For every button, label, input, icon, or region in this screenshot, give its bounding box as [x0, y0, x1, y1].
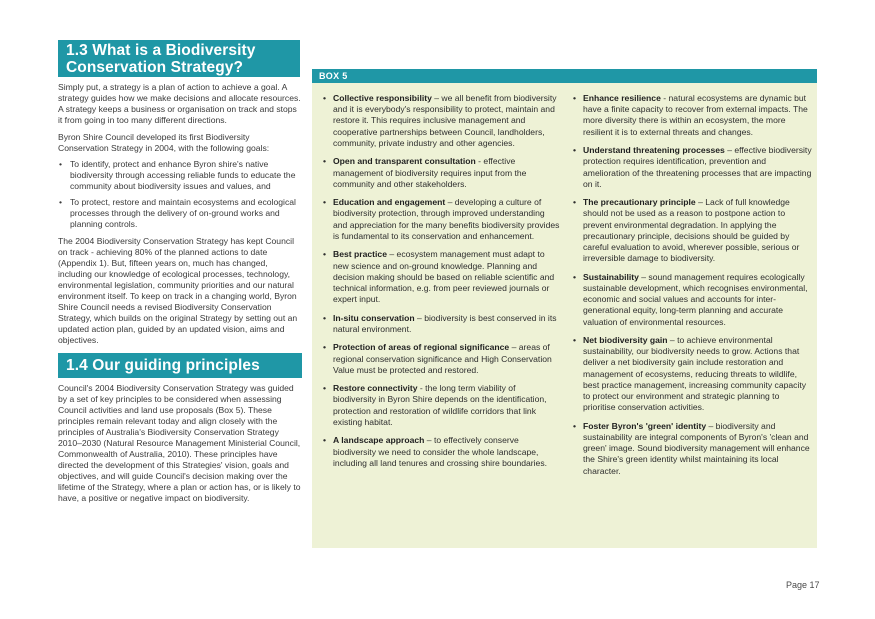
principle-item	[322, 156, 560, 190]
principle-item	[322, 197, 560, 242]
principle-text: - the long term viability of biodiversity in Byron Shire depends on the identification, protection and restoration of wildlife corridors that link existing habitat.	[333, 383, 547, 427]
box-title: BOX 5	[312, 69, 817, 83]
principle-text: - effective management of biodiversity requires input from the community and other stakeholders.	[333, 156, 527, 189]
paragraph: Council's 2004 Biodiversity Conservation Strategy was guided by a set of key principles to be considered when assessing Council activities and land use proposals (Box 5). These principles remain relevant today and align closely with the principles of Australia's Biodiversity Conservation Strategy 2010–2030 (Natural Resource Management Ministerial Council, Commonwealth of Australia, 2010). These principles have directed the development of this Strategies' vision, goals and objectives, and will guide Council's decision making over the lifetime of the Strategy, where a plan or action has, or is likely to have, a positive or negative impact on biodiversity.	[58, 383, 301, 503]
principle-text: – biodiversity and sustainability are integral components of Byron's 'clean and green' image. Sound biodiversity management will enhance the Shire's green identity whilst maintaining its local character.	[583, 420, 810, 476]
principle-item	[322, 342, 560, 376]
principle-term: Best practice	[333, 249, 387, 260]
principle-term: Restore connectivity	[333, 383, 418, 394]
principle-text: – we all benefit from biodiversity and it is everybody's responsibility to protect, maintain and restore it. This requires inclusive management and cooperative partnerships between Council, landholders, community, private industry and other agencies.	[333, 93, 557, 148]
principle-text: – developing a culture of biodiversity protection, through improved understanding and appreciation for the many benefits biodiversity provides is fundamental to its conservation and enhancement.	[333, 197, 560, 241]
principle-term: In-situ conservation	[333, 312, 415, 323]
principle-term: Understand threatening processes	[583, 145, 725, 156]
left-column	[58, 40, 302, 504]
principle-term: Open and transparent consultation	[333, 156, 476, 167]
section-heading-1-4: 1.4 Our guiding principles	[58, 353, 302, 378]
principle-text: – sound management requires ecologically sustainable development, which recognises environmental, economic and social values and accounts for inter-generational equity, long-term planning and accurate valuation of environmental resources.	[583, 271, 808, 327]
paragraph: The 2004 Biodiversity Conservation Strategy has kept Council on track - achieving 80% of the planned actions to date (Appendix 1). But, fifteen years on, much has changed, including our knowledge of ecological processes, technology, environmental legislation, community priorities and our natural environment itself. To keep on track in a changing world, Byron Shire Council needs a revised Biodiversity Conservation Strategy, which builds on the original Strategy by setting out an updated action plan, guided by an updated vision, aims and objectives.	[58, 236, 298, 345]
principles-column-1	[322, 93, 560, 476]
principle-term: A landscape approach	[333, 435, 425, 446]
principle-item	[572, 93, 812, 138]
principles-column-2	[572, 93, 812, 484]
principle-text: - natural ecosystems are dynamic but have a finite capacity to recover from external impacts. The more diversity there is within an ecosystem, the more resilient it is to external threats and changes.	[583, 93, 808, 137]
section-heading-1-3: 1.3 What is a Biodiversity Conservation Strategy?	[58, 40, 300, 77]
paragraph: Simply put, a strategy is a plan of action to achieve a goal. A strategy guides how we make decisions and allocate resources. A strategy keeps a business or organisation on track and stops it from going in too many different directions.	[58, 82, 301, 125]
principle-term: The precautionary principle	[583, 197, 696, 208]
principle-text: – areas of regional conservation significance and High Conservation Value must be protected and restored.	[333, 342, 552, 375]
principle-text: – Lack of full knowledge should not be used as a reason to postpone action to prevent environmental degradation. In applying the precautionary principle, decisions should be guided by careful evaluation to avoid, wherever possible, serious or irreversible damage to biodiversity.	[583, 197, 800, 264]
principle-term: Foster Byron's 'green' identity	[583, 420, 707, 431]
box-5-panel	[312, 69, 817, 548]
principle-term: Sustainability	[583, 271, 639, 282]
list-item: • To identify, protect and enhance Byron shire's native biodiversity through accessing reliable funds to educate the community about biodiversity issues and values, and	[58, 159, 302, 192]
principle-term: Education and engagement	[333, 197, 446, 208]
principle-text: – to achieve environmental sustainability, our biodiversity needs to grow. Actions that deliver a net biodiversity gain include restoration and management of ecosystems, reducing threats to wildlife, best practice management, increasing community capacity to protect our environment and strategic planning to prioritise conservation activities.	[583, 335, 807, 413]
principle-term: Net biodiversity gain	[583, 335, 668, 346]
goals-list	[58, 159, 302, 230]
principle-item	[322, 383, 560, 428]
page-number: Page 17	[786, 580, 820, 590]
principle-text: – to effectively conserve biodiversity we need to consider the whole landscape, including all land tenures and crossing shire boundaries.	[333, 435, 548, 468]
principle-term: Collective responsibility	[333, 93, 432, 103]
principle-item	[572, 197, 812, 264]
principle-item	[572, 145, 812, 190]
principle-text: – ecosystem management must adapt to new science and on-ground knowledge. Planning and decision making should be based on reliable scientific and technical information, e.g. from peer reviewed journals or expert input.	[333, 249, 555, 305]
principle-text: – biodiversity is best conserved in its natural environment.	[333, 312, 557, 334]
principle-item	[322, 435, 560, 469]
principle-item	[322, 313, 560, 335]
principle-item	[572, 335, 812, 413]
principle-item	[322, 93, 560, 149]
principle-item	[572, 272, 812, 328]
principle-term: Protection of areas of regional significance	[333, 342, 510, 353]
paragraph: Byron Shire Council developed its first Biodiversity Conservation Strategy in 2004, with the following goals:	[58, 132, 270, 153]
principle-item	[322, 249, 560, 305]
principle-term: Enhance resilience	[583, 93, 661, 103]
principle-text: – effective biodiversity protection requires identification, prevention and amelioration of the threatening processes that are impacting on it.	[583, 145, 812, 189]
principle-item	[572, 421, 812, 477]
list-item: • To protect, restore and maintain ecosystems and ecological processes through the delivery of on-ground works and planning controls.	[58, 197, 302, 230]
